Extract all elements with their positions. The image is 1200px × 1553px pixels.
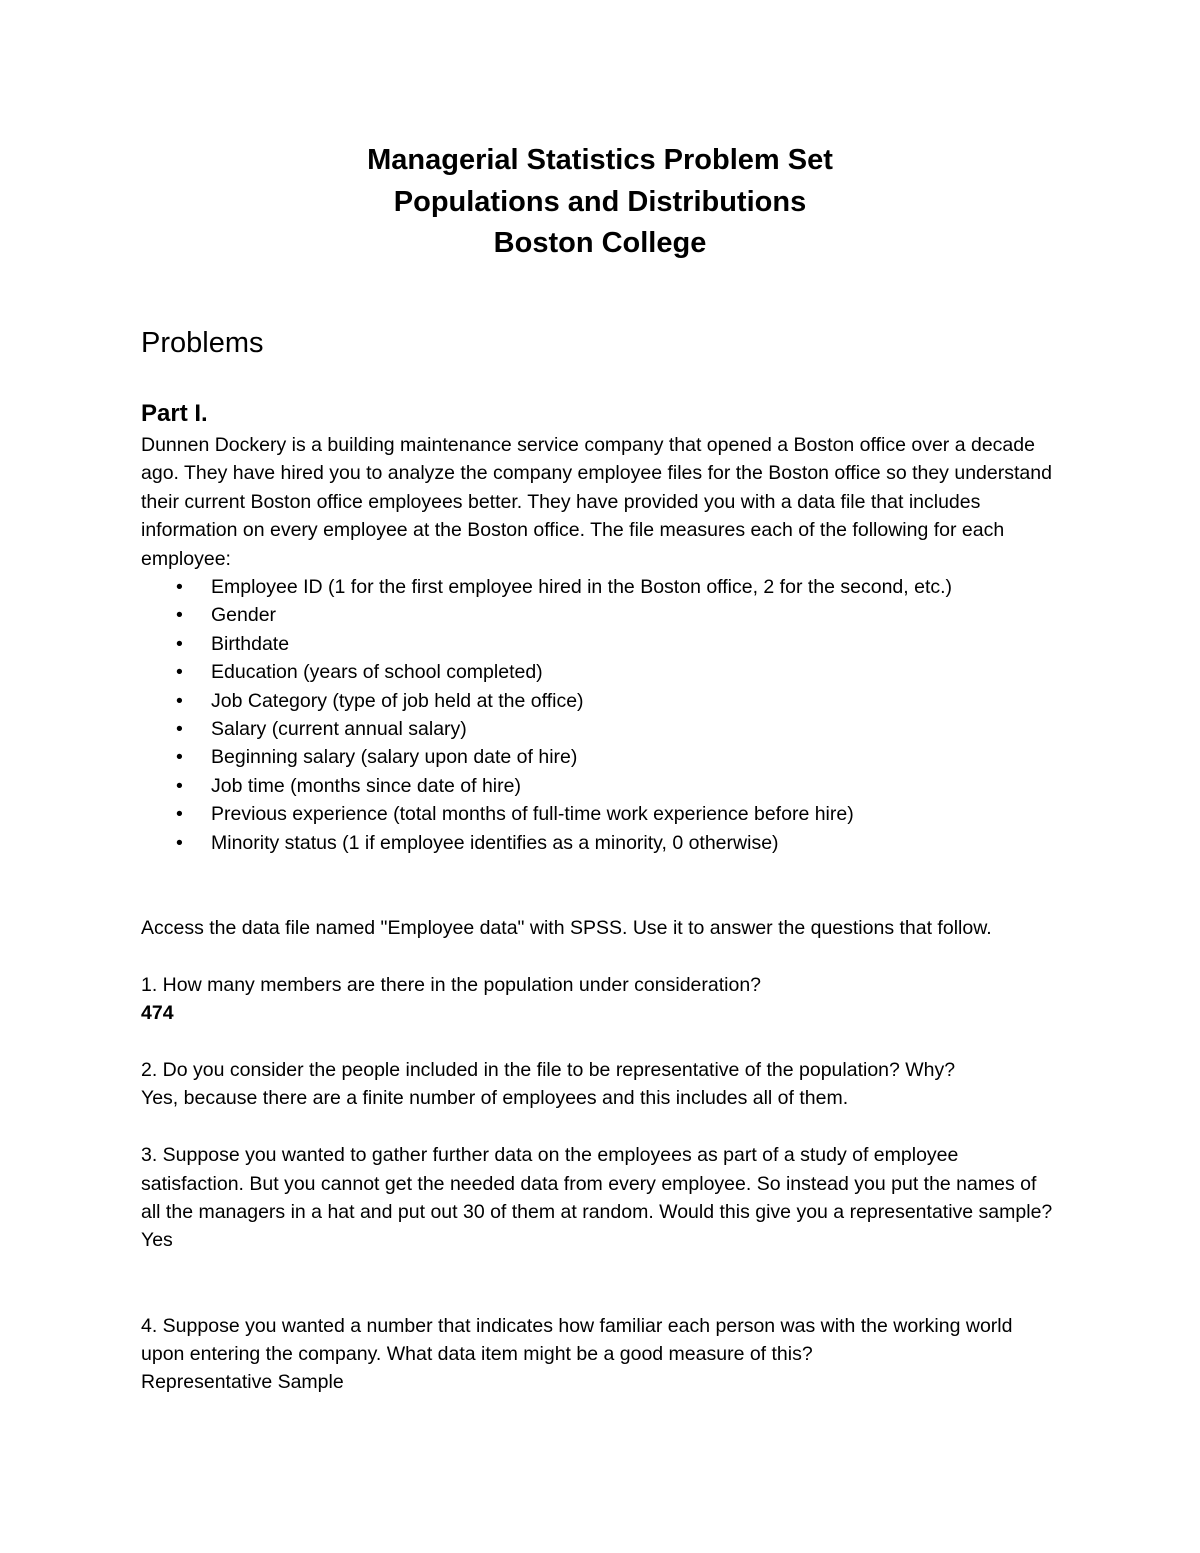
- spacer: [141, 942, 1061, 970]
- list-item: [141, 601, 1061, 629]
- list-item: [141, 630, 1061, 658]
- question-4-text: 4. Suppose you wanted a number that indicates how familiar each person was with the working world upon entering the company. What data item might be a good measure of this?: [141, 1314, 1013, 1365]
- field-label: Salary (current annual salary): [211, 718, 467, 741]
- spacer: [141, 1028, 1061, 1056]
- bullet-icon: •: [176, 774, 183, 797]
- bullet-icon: •: [176, 661, 183, 684]
- section-heading: Problems: [141, 327, 264, 359]
- field-label: Job time (months since date of hire): [211, 774, 521, 797]
- field-label: Education (years of school completed): [211, 661, 543, 684]
- question-2-answer: Yes, because there are a finite number of employees and this includes all of them.: [141, 1087, 849, 1110]
- bullet-icon: •: [176, 576, 183, 599]
- bullet-icon: •: [176, 604, 183, 627]
- list-item: [141, 743, 1061, 771]
- list-item: [141, 829, 1061, 857]
- field-label: Birthdate: [211, 632, 290, 655]
- question-2-text: 2. Do you consider the people included in the file to be representative of the population? Why?: [141, 1058, 956, 1081]
- question-1-text: 1. How many members are there in the population under consideration?: [141, 973, 762, 996]
- title-block: [0, 140, 1200, 265]
- list-item: [141, 573, 1061, 601]
- spacer: [141, 1255, 1061, 1312]
- list-item: [141, 715, 1061, 743]
- bullet-icon: •: [176, 746, 183, 769]
- bullet-icon: •: [176, 689, 183, 712]
- question-4-answer: Representative Sample: [141, 1371, 344, 1394]
- spacer: [141, 1113, 1061, 1141]
- instructions-paragraph: Access the data file named "Employee data" with SPSS. Use it to answer the questions that follow.: [141, 916, 992, 939]
- bullet-icon: •: [176, 718, 183, 741]
- list-item: [141, 800, 1061, 828]
- spacer: [141, 857, 1061, 914]
- field-label: Minority status (1 if employee identifies as a minority, 0 otherwise): [211, 831, 779, 854]
- bullet-icon: •: [176, 632, 183, 655]
- bullet-icon: •: [176, 831, 183, 854]
- document-title: Managerial Statistics Problem Set: [367, 144, 833, 176]
- part-heading: Part I.: [141, 400, 208, 427]
- institution-name: Boston College: [493, 227, 707, 259]
- list-item: [141, 772, 1061, 800]
- field-list: [141, 573, 1061, 857]
- field-label: Beginning salary (salary upon date of hire): [211, 746, 578, 769]
- document-subtitle: Populations and Distributions: [393, 185, 807, 218]
- document-body: [141, 323, 1061, 1397]
- question-1-answer: 474: [141, 1002, 174, 1025]
- list-item: [141, 658, 1061, 686]
- question-3-text: 3. Suppose you wanted to gather further data on the employees as part of a study of employee satisfaction. But you cannot get the needed data from every employee. So instead you put the names of all the managers in a hat and put out 30 of them at random. Would this give you a representative sample? Yes: [141, 1144, 1053, 1252]
- field-label: Job Category (type of job held at the office): [211, 689, 584, 712]
- field-label: Gender: [211, 604, 277, 627]
- field-label: Previous experience (total months of full-time work experience before hire): [211, 803, 854, 826]
- intro-paragraph: Dunnen Dockery is a building maintenance service company that opened a Boston office over a decade ago. They have hired you to analyze the company employee files for the Boston office so they understand their current Boston office employees better. They have provided you with a data file that includes information on every employee at the Boston office. The file measures each of the following for each employee:: [141, 434, 1052, 570]
- list-item: [141, 687, 1061, 715]
- bullet-icon: •: [176, 803, 183, 826]
- field-label: Employee ID (1 for the first employee hired in the Boston office, 2 for the second, etc.): [211, 576, 953, 599]
